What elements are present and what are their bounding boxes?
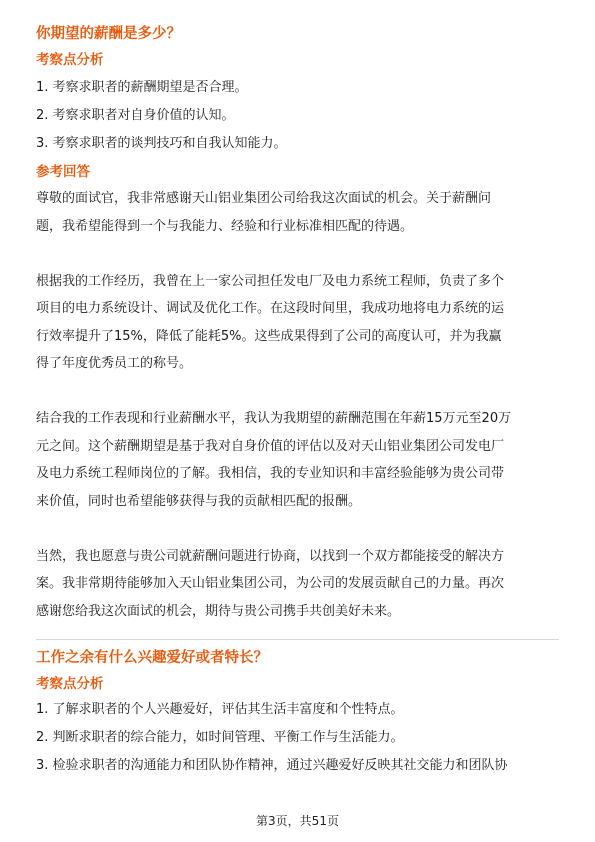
answer-body <box>36 185 563 625</box>
page-number: 第3页，共51页 <box>256 814 339 828</box>
paragraph-line: 案。我非常期待能够加入天山铝业集团公司，为公司的发展贡献自己的力量。再次 <box>36 576 505 591</box>
answer-paragraph <box>36 185 563 240</box>
paragraph-line: 行效率提升了15%，降低了能耗5%。这些成果得到了公司的高度认可，并为我赢 <box>36 328 502 344</box>
paragraph-line: 结合我的工作表现和行业薪酬水平，我认为我期望的薪酬范围在年薪15万元至20万 <box>36 411 512 426</box>
analysis-points <box>36 696 563 780</box>
paragraph-line: 尊敬的面试官，我非常感谢天山铝业集团公司给我这次面试的机会。关于薪酬问 <box>36 191 492 206</box>
page-content <box>36 24 563 780</box>
analysis-point: 2. 判断求职者的综合能力，如时间管理、平衡工作与生活能力。 <box>36 730 404 745</box>
paragraph-line: 根据我的工作经历，我曾在上一家公司担任发电厂及电力系统工程师，负责了多个 <box>36 273 505 289</box>
answer-paragraph <box>36 268 563 378</box>
paragraph-line: 感谢您给我这次面试的机会，期待与贵公司携手共创美好未来。 <box>36 603 401 619</box>
answer-label: 参考回答 <box>36 164 90 180</box>
analysis-point: 3. 检验求职者的沟通能力和团队协作精神，通过兴趣爱好反映其社交能力和团队协 <box>36 758 508 773</box>
analysis-point: 2. 考察求职者对自身价值的认知。 <box>36 108 235 123</box>
section-divider <box>36 639 559 640</box>
question-title: 工作之余有什么兴趣爱好或者特长？ <box>36 650 268 666</box>
paragraph-line: 题，我希望能得到一个与我能力、经验和行业标准相匹配的待遇。 <box>36 218 414 234</box>
answer-paragraph <box>36 405 563 515</box>
paragraph-line: 项目的电力系统设计、调试及优化工作。在这段时间里，我成功地将电力系统的运 <box>36 301 505 316</box>
paragraph-line: 元之间。这个薪酬期望是基于我对自身价值的评估以及对天山铝业集团公司发电厂 <box>36 438 505 454</box>
analysis-label: 考察点分析 <box>36 52 104 68</box>
paragraph-line: 得了年度优秀员工的称号。 <box>36 356 193 371</box>
analysis-point: 1. 考察求职者的薪酬期望是否合理。 <box>36 80 248 95</box>
analysis-point: 3. 考察求职者的谈判技巧和自我认知能力。 <box>36 136 287 151</box>
analysis-point: 1. 了解求职者的个人兴趣爱好，评估其生活丰富度和个性特点。 <box>36 702 404 717</box>
paragraph-line: 当然，我也愿意与贵公司就薪酬问题进行协商，以找到一个双方都能接受的解决方 <box>36 548 505 564</box>
paragraph-line: 来价值，同时也希望能够获得与我的贡献相匹配的报酬。 <box>36 493 362 509</box>
analysis-points <box>36 74 563 158</box>
analysis-label: 考察点分析 <box>36 676 104 692</box>
paragraph-line: 及电力系统工程师岗位的了解。我相信，我的专业知识和丰富经验能够为贵公司带 <box>36 466 505 481</box>
question-title: 你期望的薪酬是多少？ <box>36 26 181 42</box>
answer-paragraph <box>36 543 563 626</box>
